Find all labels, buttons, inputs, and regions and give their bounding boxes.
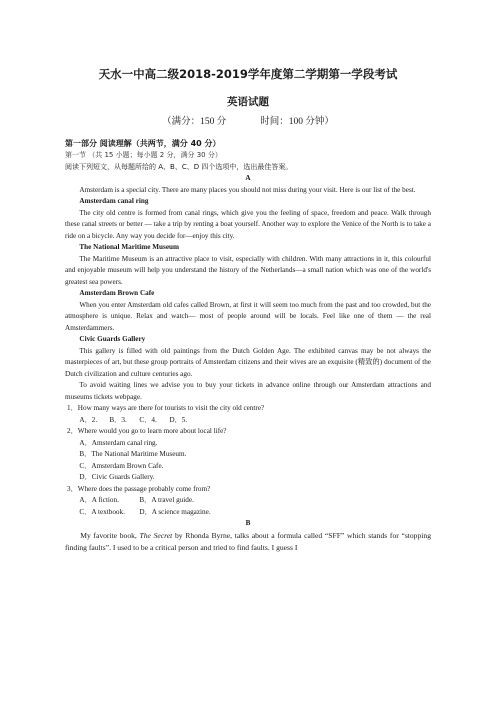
question-3-options-cd bbox=[65, 507, 431, 519]
passage-b-text-end: by Rhonda Byrne, talks about a formula called “SFF” which stands for “stopping finding faults”. I used to be a critical person and tried to find faults. I guess I bbox=[65, 530, 431, 552]
question-1-options bbox=[65, 415, 431, 427]
exam-meta bbox=[0, 113, 496, 127]
option-c: C．A textbook. bbox=[79, 507, 125, 516]
question-1: 1．How many ways are there for tourists to visit the city old centre? bbox=[67, 404, 265, 412]
exam-time: 时间：100 分钟） bbox=[260, 117, 334, 127]
option-d: D．5. bbox=[169, 415, 188, 424]
full-score: （满分：150 分 bbox=[162, 117, 227, 127]
option-b: B．The National Maritime Museum. bbox=[79, 450, 187, 458]
book-title: The Secret bbox=[139, 530, 173, 540]
section-heading: 第一节 （共 15 小题；每小题 2 分，满分 30 分） bbox=[65, 151, 222, 159]
paragraph-civic-guards: This gallery is filled with old paintings from the Dutch Golden Age. The exhibited canvas may be not always the masterpieces of art, but these group portraits of Amsterdam citizens and their wives are an exquisite (精致的) document of the Dutch civilization and culture centuries ago. bbox=[65, 346, 431, 378]
option-d: D．Civic Guards Gallery. bbox=[79, 473, 155, 481]
option-a: A．Amsterdam canal ring. bbox=[79, 438, 158, 447]
option-c: C．4. bbox=[139, 415, 157, 424]
heading-brown-cafe: Amsterdam Brown Cafe bbox=[79, 289, 155, 297]
passage-a-intro: Amsterdam is a special city. There are many places you should not miss during your visit. Here is our list of the best. bbox=[79, 185, 416, 194]
passage-b-letter: B bbox=[245, 519, 251, 527]
instruction: 阅读下列短文，从每题所给的 A、B、C、D 四个选项中，选出最佳答案。 bbox=[65, 162, 293, 171]
exam-title: 天水一中高二级2018-2019学年度第二学期第一学段考试 bbox=[98, 67, 398, 81]
heading-canal-ring: Amsterdam canal ring bbox=[79, 197, 149, 205]
option-c: C．Amsterdam Brown Cafe. bbox=[79, 461, 164, 470]
option-b: B．3. bbox=[109, 415, 127, 424]
paragraph-canal-ring: The city old centre is formed from canal rings, which give you the feeling of space, freedom and peace. Walk through these canal streets or better — take a trip by renting a boat yourself. Another way to explore the Venice of the North is to take a ride on a bicycle. Any way you decide for—enjoy this city. bbox=[65, 208, 431, 240]
exam-subtitle: 英语试题 bbox=[227, 96, 269, 108]
option-a: A．2. bbox=[79, 415, 98, 424]
option-d: D．A science magazine. bbox=[139, 507, 211, 516]
paragraph-maritime-museum: The Maritime Museum is an attractive place to visit, especially with children. With many attractions in it, this colourful and enjoyable museum will help you understand the history of the Netherlands—a small nation which was one of the world's greatest sea powers. bbox=[65, 254, 431, 286]
paragraph-brown-cafe: When you enter Amsterdam old cafes called Brown, at first it will seem too much from the past and too crowded, but the atmosphere is unique. Relax and watch— most of people around will be locals. Feel like one of them — the real Amsterdammers. bbox=[65, 300, 431, 332]
part-heading: 第一部分 阅读理解（共两节，满分 40 分） bbox=[65, 139, 221, 148]
question-2: 2．Where would you go to learn more about local life? bbox=[67, 427, 227, 435]
question-3-options-ab bbox=[65, 495, 431, 507]
question-3: 3．Where does the passage probably come from? bbox=[67, 484, 211, 493]
heading-civic-guards: Civic Guards Gallery bbox=[79, 335, 146, 343]
heading-maritime-museum: The National Maritime Museum bbox=[79, 243, 180, 251]
passage-b-text-start: My favorite book, bbox=[80, 530, 140, 540]
option-b: B．A travel guide. bbox=[139, 496, 194, 504]
exam-body bbox=[65, 137, 431, 555]
passage-a-letter: A bbox=[245, 174, 251, 182]
passage-b-paragraph bbox=[65, 530, 431, 555]
option-a: A．A fiction. bbox=[79, 496, 119, 504]
paragraph-tickets: To avoid waiting lines we advise you to buy your tickets in advance online through our Amsterdam attractions and museums tickets webpage. bbox=[65, 381, 431, 401]
